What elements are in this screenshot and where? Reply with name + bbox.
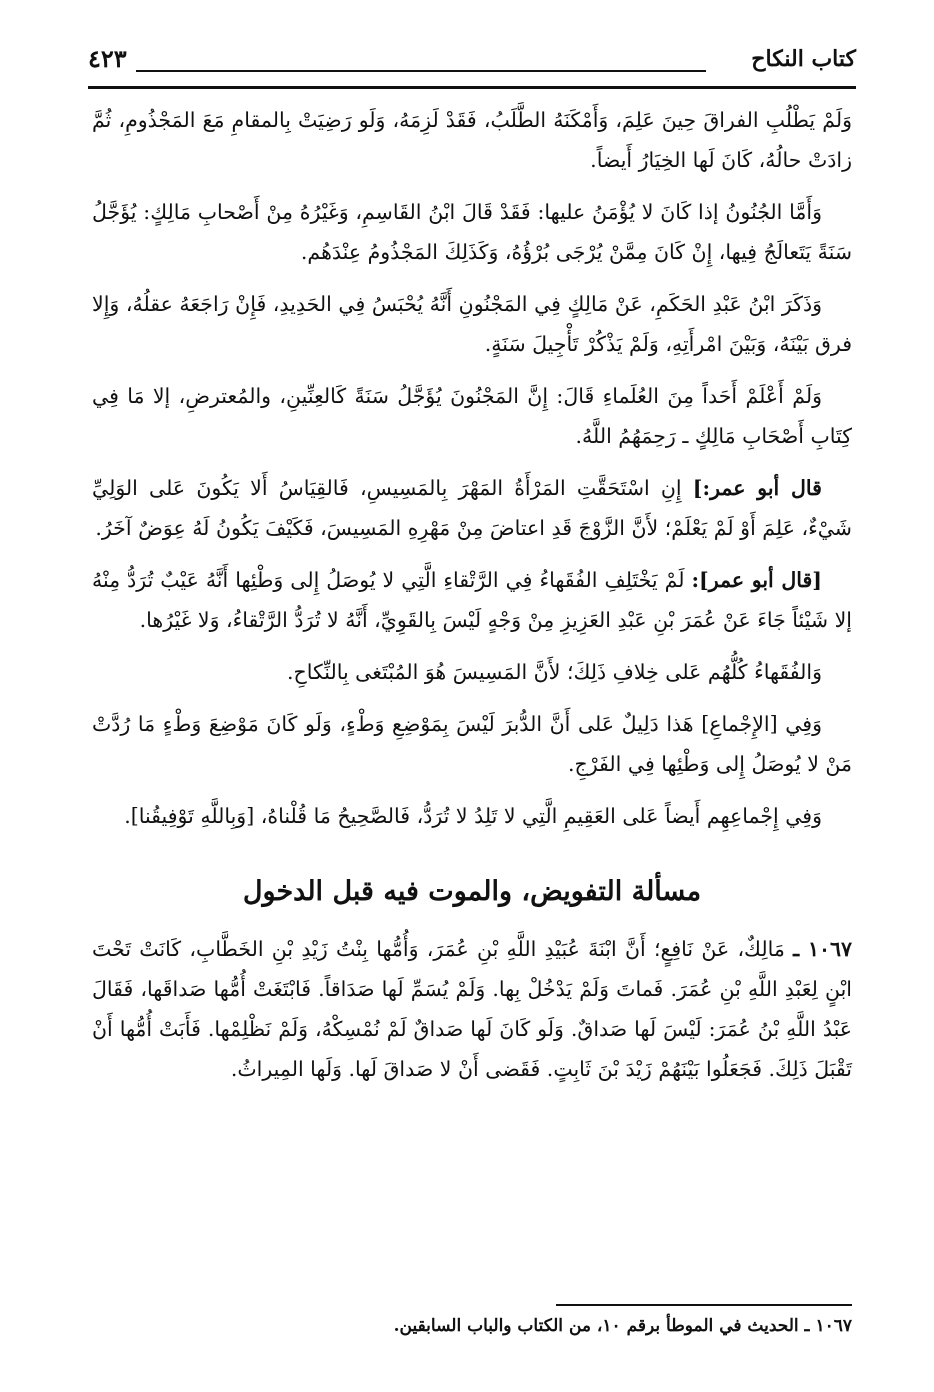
- main-text: [92, 100, 852, 1101]
- hadith-paragraph: [92, 929, 852, 1089]
- page-number: ٤٢٣: [88, 44, 127, 73]
- paragraph: وَأَمَّا الجُنُونُ إذا كَانَ لا يُؤْمَنُ عليها: فَقَدْ قَالَ ابْنُ القَاسِمِ، وَغَيْرُهُ مِنْ أَصْحابِ مَالِكٍ: يُؤَجَّلُ سَنَةً يَتَعالَجُ فِيها، إِنْ كَانَ مِمَّنْ يُرْجَى بُرْؤُهُ، وَكَذَلِكَ المَجْذُومُ عِنْدَهُم.: [92, 200, 852, 264]
- speaker-label: [قال أبو عمر]:: [691, 568, 822, 592]
- paragraph: وَلَمْ أَعْلَمْ أَحَداً مِنَ العُلَماءِ قَالَ: إِنَّ المَجْنُونَ يُؤَجَّلُ سَنَةً كَالعِنِّينِ، والمُعترضِ، إلا مَا فِي كِتَابِ أَصْحَابِ مَالِكٍ ـ رَحِمَهُمُ اللَّهُ.: [92, 384, 852, 448]
- paragraph: وَالفُقَهاءُ كُلُّهُم عَلى خِلافِ ذَلِكَ؛ لأَنَّ المَسِيسَ هُوَ المُبْتَغى بِالنِّكاحِ.: [286, 660, 822, 684]
- paragraph: وَفِي [الإِجْماعِ] هَذا دَلِيلٌ عَلى أَنَّ الدُّبرَ لَيْسَ بِمَوْضِعِ وَطْءٍ، وَلَو كَانَ مَوْضِعَ وَطْءٍ مَا رُدَّتْ مَنْ لا يُوصَلُ إِلى وَطْئِها فِي الفَرْجِ.: [92, 712, 852, 776]
- header-rule-thick: [88, 86, 856, 89]
- header-rule-thin: [136, 70, 706, 72]
- footnote: ١٠٦٧ ـ الحديث في الموطأ برقم ١٠، من الكتاب والباب السابقين.: [393, 1316, 852, 1336]
- paragraph: وَفِي إِجْماعِهِم أَيضاً عَلى العَقِيمِ الَّتِي لا تَلِدُ لا تُرَدُّ، فَالصَّحِيحُ مَا قُلْناهُ، [وَبِاللَّهِ تَوْفِيقُنا].: [124, 804, 822, 828]
- section-heading: مسألة التفويض، والموت فيه قبل الدخول: [242, 876, 702, 907]
- paragraph: وَذَكَرَ ابْنُ عَبْدِ الحَكَمِ، عَنْ مَالِكٍ فِي المَجْنُونِ أَنَّهُ يُحْبَسُ فِي الحَدِيدِ، فَإِنْ رَاجَعَهُ عقلُهُ، وَإِلا فرق بَيْنَهُ، وَبَيْنَ امْرأَتِهِ، وَلَمْ يَذْكُرْ تَأْجِيلَ سَنَةٍ.: [92, 292, 852, 356]
- paragraph: وَلَمْ يَطْلُبِ الفراقَ حِينَ عَلِمَ، وَأَمْكَنَهُ الطَّلَبُ، فَقَدْ لَزِمَهُ، وَلَو رَضِيَتْ بِالمقامِ مَعَ المَجْذُومِ، ثُمَّ زادَتْ حالُهُ، كَانَ لَها الخِيَارُ أَيضاً.: [92, 108, 852, 172]
- speaker-label: قال أبو عمر:]: [692, 476, 822, 500]
- hadith-text: مَالِكٌ، عَنْ نَافِعٍ؛ أَنَّ ابْنَةَ عُبَيْدِ اللَّهِ بْنِ عُمَرَ، وَأُمُّها بِنْتُ زَيْدِ بْنِ الخَطَّابِ، كَانَتْ تَحْتَ ابْنٍ لِعَبْدِ اللَّهِ بْنِ عُمَرَ. فَماتَ وَلَمْ يَدْخُلْ بِها. وَلَمْ يُسَمِّ لَها صَدَاقاً. فَابْتَغَتْ أُمُّها صَداقَها، فَقَالَ عَبْدُ اللَّهِ بْنُ عُمَرَ: لَيْسَ لَها صَداقٌ. وَلَو كَانَ لَها صَداقٌ لَمْ نُمْسِكْهُ، وَلَمْ نَظْلِمْها. فَأَبَتْ أُمُّها أَنْ تَقْبَلَ ذَلِكَ. فَجَعَلُوا بَيْنَهُمْ زَيْدَ بْنَ ثَابِتٍ. فَقَضى أَنْ لا صَداقَ لَها. وَلَها المِيراثُ.: [92, 937, 852, 1081]
- footnote-rule: [556, 1304, 852, 1306]
- paragraph-with-bold-lead: [قال أبو عمر]: لَمْ يَخْتَلِفِ الفُقَهاءُ فِي الرَّتْقاءِ الَّتِي لا يُوصَلُ إِلى وَطْئِها أَنَّهُ عَيْبٌ تُرَدُّ مِنْهُ إلا شَيْئاً جَاءَ عَنْ عُمَرَ بْنِ عَبْدِ العَزِيزِ مِنْ وَجْهٍ لَيْسَ بِالقَوِيِّ، أَنَّهُ لا تُرَدُّ الرَّتْقاءُ، وَلا غَيْرُها.: [92, 568, 852, 632]
- paragraph-with-bold-lead: قال أبو عمر:] إِنِ اسْتَحَقَّتِ المَرْأَةُ المَهْرَ بِالمَسِيسِ، فَالقِيَاسُ أَلا يَكُونَ عَلى الوَلِيِّ شَيْءٌ، عَلِمَ أَوْ لَمْ يَعْلَمْ؛ لأَنَّ الزَّوْجَ قَدِ اعتاضَ مِنْ مَهْرِهِ المَسِيسَ، فَكَيْفَ يَكُونُ لَهُ عِوَضٌ آخَرُ.: [92, 476, 852, 540]
- running-header: [88, 30, 856, 88]
- chapter-title: كتاب النكاح: [751, 46, 856, 72]
- hadith-number: ١٠٦٧ ـ: [793, 937, 852, 961]
